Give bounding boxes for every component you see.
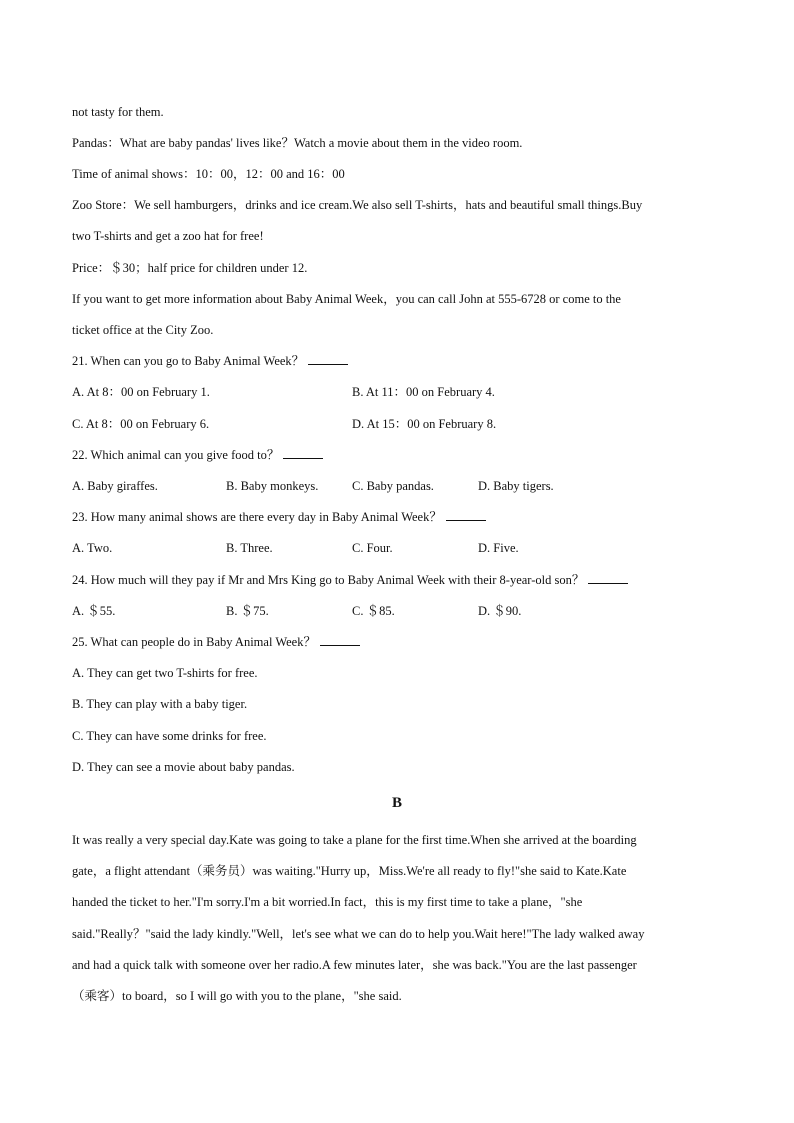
question-22 xyxy=(72,447,323,463)
option-22-c: C. Baby pandas. xyxy=(352,479,434,493)
question-stem: 22. Which animal can you give food to？ xyxy=(72,448,280,462)
option-24-a: A. ＄55. xyxy=(72,604,116,618)
option-22-a: A. Baby giraffes. xyxy=(72,479,158,493)
answer-blank xyxy=(588,572,628,584)
passage-a-line: ticket office at the City Zoo. xyxy=(72,323,214,337)
option-21-d: D. At 15：00 on February 8. xyxy=(352,417,497,431)
passage-a-line: Time of animal shows：10：00，12：00 and 16：00 xyxy=(72,167,345,181)
answer-blank xyxy=(446,509,486,521)
question-stem: 25. What can people do in Baby Animal Week？ xyxy=(72,635,316,649)
question-stem: 23. How many animal shows are there every day in Baby Animal Week？ xyxy=(72,510,442,524)
question-25 xyxy=(72,634,360,650)
question-stem: 21. When can you go to Baby Animal Week？ xyxy=(72,354,305,368)
passage-a-line: Pandas：What are baby pandas' lives like？Watch a movie about them in the video room. xyxy=(72,136,523,150)
question-23 xyxy=(72,509,486,525)
passage-b-line: It was really a very special day.Kate was going to take a plane for the first time.When she arrived at the boarding xyxy=(72,833,637,847)
option-21-a: A. At 8：00 on February 1. xyxy=(72,385,210,399)
section-heading: B xyxy=(391,795,402,811)
passage-a-line: Zoo Store：We sell hamburgers，drinks and ice cream.We also sell T-shirts，hats and beautiful small things.Buy xyxy=(72,198,643,212)
passage-b-line: and had a quick talk with someone over her radio.A few minutes later，she was back."You are the last passenger xyxy=(72,958,637,972)
answer-blank xyxy=(308,353,348,365)
option-23-d: D. Five. xyxy=(478,541,519,555)
passage-a-line: Price：＄30；half price for children under 12. xyxy=(72,261,308,275)
option-23-b: B. Three. xyxy=(226,541,273,555)
option-25-a: A. They can get two T-shirts for free. xyxy=(72,666,258,680)
option-22-d: D. Baby tigers. xyxy=(478,479,554,493)
passage-b-line: said."Really？"said the lady kindly."Well，let's see what we can do to help you.Wait here!"The lady walked away xyxy=(72,927,645,941)
option-24-c: C. ＄85. xyxy=(352,604,395,618)
option-25-c: C. They can have some drinks for free. xyxy=(72,729,267,743)
option-21-b: B. At 11：00 on February 4. xyxy=(352,385,495,399)
answer-blank xyxy=(320,634,360,646)
option-25-b: B. They can play with a baby tiger. xyxy=(72,697,248,711)
option-21-c: C. At 8：00 on February 6. xyxy=(72,417,210,431)
option-24-b: B. ＄75. xyxy=(226,604,269,618)
option-25-d: D. They can see a movie about baby pandas. xyxy=(72,760,295,774)
option-23-c: C. Four. xyxy=(352,541,393,555)
option-22-b: B. Baby monkeys. xyxy=(226,479,319,493)
passage-b-line: （乘客）to board，so I will go with you to the plane，"she said. xyxy=(72,989,402,1003)
question-24 xyxy=(72,572,628,588)
passage-a-line: not tasty for them. xyxy=(72,105,164,119)
passage-b-line: handed the ticket to her."I'm sorry.I'm a bit worried.In fact，this is my first time to take a plane，"she xyxy=(72,895,583,909)
passage-a-line: If you want to get more information about Baby Animal Week，you can call John at 555-6728 or come to the xyxy=(72,292,621,306)
passage-a-line: two T-shirts and get a zoo hat for free! xyxy=(72,229,264,243)
question-21 xyxy=(72,353,348,369)
answer-blank xyxy=(283,447,323,459)
option-23-a: A. Two. xyxy=(72,541,113,555)
question-stem: 24. How much will they pay if Mr and Mrs King go to Baby Animal Week with their 8-year-old son？ xyxy=(72,573,585,587)
passage-b-line: gate，a flight attendant（乘务员）was waiting."Hurry up，Miss.We're all ready to fly!"she said to Kate.Kate xyxy=(72,864,627,878)
option-24-d: D. ＄90. xyxy=(478,604,522,618)
